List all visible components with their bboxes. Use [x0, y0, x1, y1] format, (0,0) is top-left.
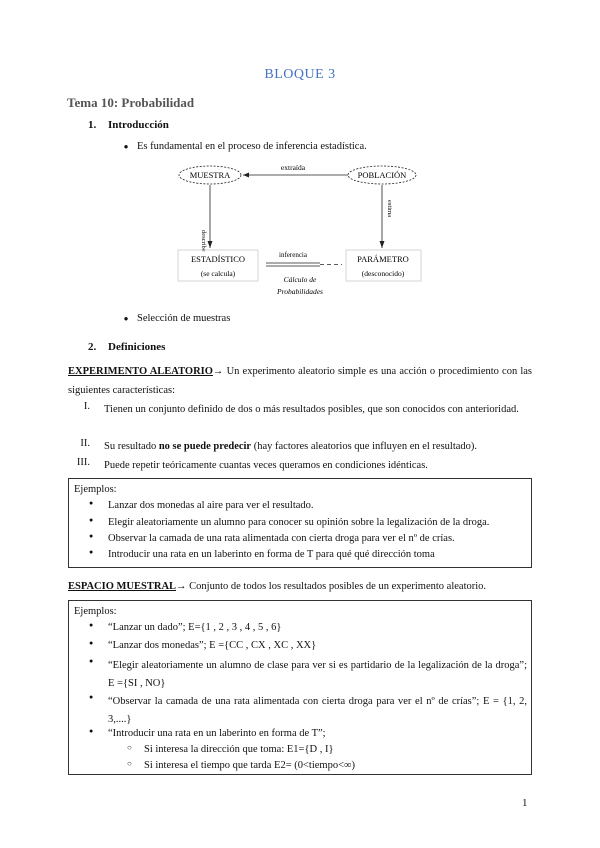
inference-diagram [150, 155, 460, 305]
item-text: Tienen un conjunto definido de dos o más resultados posibles, que son conocidos con anterioridad. [104, 404, 519, 415]
bullet-icon: ● [89, 727, 94, 735]
item-text: Puede repetir teóricamente cuantas veces queramos en condiciones idénticas. [104, 460, 428, 471]
extraida-label: extraída [280, 163, 306, 172]
calculo-label-2: Probabilidades [277, 287, 323, 296]
sub-example-item: ○ Si interesa la dirección que toma: E1={D , I} [127, 743, 334, 755]
bullet-icon: ● [89, 499, 94, 507]
arrow-extraida-head [243, 173, 249, 178]
arrow-estima-head [380, 241, 385, 248]
examples-heading: Ejemplos: [74, 484, 117, 495]
item-bold-text: no se puede predecir [158, 441, 252, 452]
sub-example-item: ○ Si interesa el tiempo que tarda E2= (0<tiempo<∞) [127, 759, 355, 771]
bullet-icon: ● [89, 657, 94, 665]
intro-bullet-1-text: Es fundamental en el proceso de inferencia estadística. [137, 141, 367, 152]
estadistico-box [178, 250, 258, 281]
item-text: Su resultado [104, 441, 159, 452]
bullet-icon: ● [89, 516, 94, 524]
bullet-icon: ● [89, 639, 94, 647]
characteristic-item [68, 400, 532, 437]
experimento-term: EXPERIMENTO ALEATORIO [68, 366, 213, 377]
circle-bullet-icon: ○ [127, 759, 132, 768]
example-item: ● “Observar la camada de una rata alimentada con cierta droga para ver el nº de crías”; E = {1, 2, 3,....} [89, 693, 527, 725]
example-item: ● Observar la camada de una rata alimentada con cierta droga para ver el nº de crías. [89, 532, 455, 544]
theme-title: Tema 10: Probabilidad [67, 95, 195, 110]
example-item: ● “Elegir aleatoriamente un alumno de clase para ver si es partidario de la legalización de la droga”; E ={SI , NO} [89, 657, 527, 689]
intro-bullet-1 [115, 140, 367, 153]
section-2-number: 2. [88, 341, 97, 353]
item-number: II. [80, 438, 90, 449]
muestra-node [179, 166, 241, 184]
poblacion-label: POBLACIÓN [357, 170, 407, 180]
section-1-number: 1. [88, 119, 97, 131]
arrow-icon: → [212, 366, 224, 377]
parametro-sub: (desconocido) [361, 269, 405, 278]
example-item: ● “Introducir una rata en un laberinto en forma de T”; [89, 727, 326, 739]
espacio-text: Conjunto de todos los resultados posibles de un experimento aleatorio. [189, 581, 487, 592]
bullet-icon: ● [89, 621, 94, 629]
page-title: BLOQUE 3 [264, 67, 336, 82]
section-1-heading [88, 119, 169, 133]
describe-label: describe [200, 230, 207, 252]
espacio-definition [68, 580, 532, 593]
bullet-icon: ● [89, 532, 94, 540]
bullet-icon: ● [123, 314, 129, 323]
bullet-icon: ● [123, 142, 129, 151]
example-item: ● “Lanzar dos monedas”; E ={CC , CX , XC , XX} [89, 639, 317, 651]
section-1-title: Introducción [108, 119, 169, 131]
section-2-heading [88, 341, 165, 355]
intro-bullet-2 [115, 312, 230, 325]
examples-box-1 [68, 478, 532, 568]
estadistico-label: ESTADÍSTICO [190, 254, 246, 264]
parametro-label: PARÁMETRO [357, 254, 409, 264]
example-item: ● Introducir una rata en un laberinto en forma de T para qué qué dirección toma [89, 548, 435, 560]
example-item: ● Lanzar dos monedas al aire para ver el resultado. [89, 499, 314, 511]
characteristic-item [68, 437, 532, 456]
calculo-label-1: Cálculo de [283, 275, 317, 284]
arrow-icon: → [176, 581, 187, 592]
experimento-text: Un experimento aleatorio simple es una acción o procedimiento con las siguientes características: [68, 366, 532, 396]
parametro-box [346, 250, 421, 281]
bullet-icon: ● [89, 548, 94, 556]
examples-heading: Ejemplos: [74, 606, 117, 617]
experimento-definition [68, 362, 532, 400]
characteristics-list [68, 400, 532, 475]
bullet-icon: ● [89, 693, 94, 701]
estima-label: estima [386, 200, 393, 217]
characteristic-item [68, 456, 532, 475]
example-item: ● “Lanzar un dado”; E={1 , 2 , 3 , 4 , 5 , 6} [89, 621, 282, 633]
page-number: 1 [522, 797, 528, 809]
circle-bullet-icon: ○ [127, 743, 132, 752]
muestra-label: MUESTRA [189, 170, 231, 180]
item-text-after: (hay factores aleatorios que influyen en el resultado). [251, 441, 478, 452]
inferencia-label: inferencia [279, 251, 307, 259]
estadistico-sub: (se calcula) [200, 269, 236, 278]
arrow-describe-head [208, 241, 213, 248]
intro-bullet-2-text: Selección de muestras [137, 313, 231, 324]
item-number: III. [76, 457, 90, 468]
example-item: ● Elegir aleatoriamente un alumno para conocer su opinión sobre la legalización de la droga. [89, 516, 490, 528]
espacio-term: ESPACIO MUESTRAL [68, 581, 177, 592]
section-2-title: Definiciones [108, 341, 166, 353]
examples-box-2 [68, 600, 532, 775]
item-number: I. [83, 401, 90, 412]
poblacion-node [348, 166, 416, 184]
